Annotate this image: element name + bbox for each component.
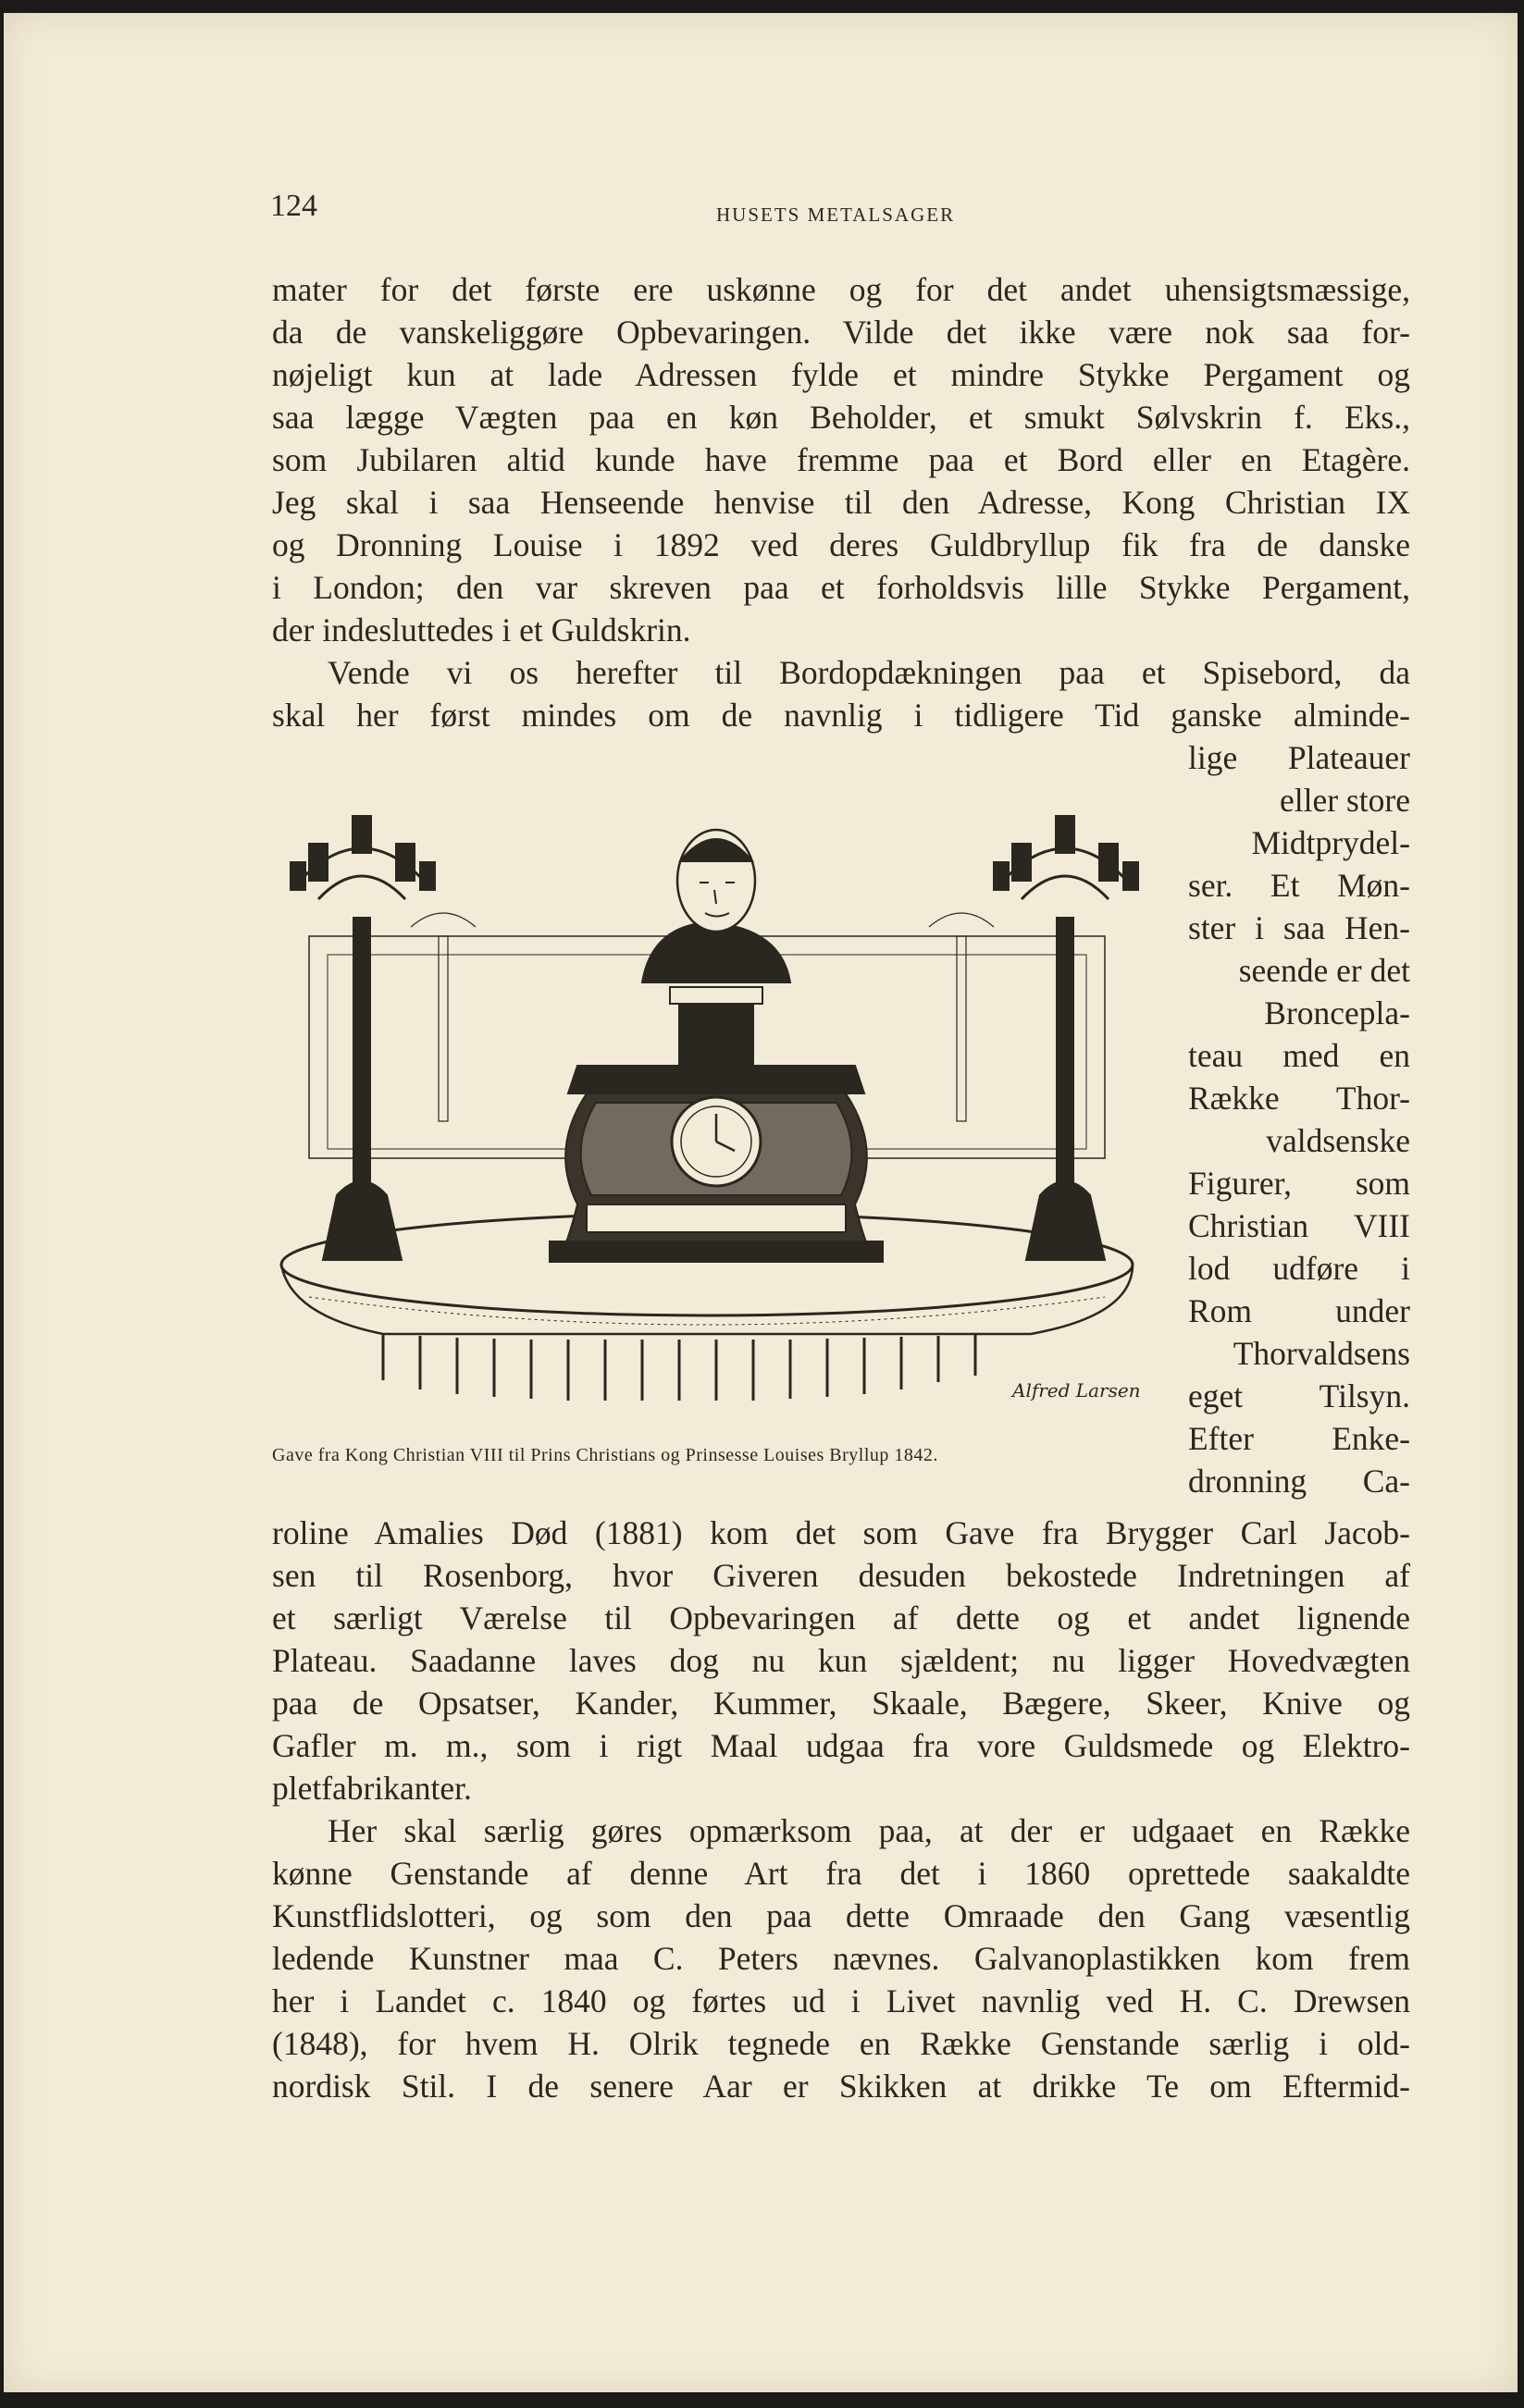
body-line: Jeg skal i saa Henseende henvise til den Adresse, Kong Christian IX xyxy=(272,484,1410,521)
side-column-line: ster i saa Hen- xyxy=(1188,909,1410,946)
artist-signature: Alfred Larsen xyxy=(1012,1379,1141,1402)
clock-with-bust-and-candelabra-illustration xyxy=(272,797,1146,1417)
body-line: mater for det første ere uskønne og for det andet uhensigtsmæssige, xyxy=(272,271,1410,308)
side-column-line: Broncepla- xyxy=(1264,994,1410,1031)
body-line: ledende Kunstner maa C. Peters nævnes. Galvanoplastikken kom frem xyxy=(272,1940,1410,1977)
body-line: der indesluttedes i et Guldskrin. xyxy=(272,611,691,648)
body-line: Kunstflidslotteri, og som den paa dette Omraade den Gang væsentlig xyxy=(272,1897,1410,1934)
body-line: som Jubilaren altid kunde have fremme paa et Bord eller en Etagère. xyxy=(272,441,1410,478)
side-column-line: Christian VIII xyxy=(1188,1207,1410,1244)
side-column-line: lige Plateauer xyxy=(1188,739,1410,776)
body-line: Vende vi os herefter til Bordopdækningen paa et Spisebord, da xyxy=(328,654,1410,691)
side-column-line: Thorvaldsens xyxy=(1233,1335,1410,1372)
body-line: (1848), for hvem H. Olrik tegnede en Række Genstande særlig i old- xyxy=(272,2025,1410,2062)
body-line: paa de Opsatser, Kander, Kummer, Skaale, Bægere, Skeer, Knive og xyxy=(272,1685,1410,1722)
side-column-line: eget Tilsyn. xyxy=(1188,1377,1410,1414)
body-line: nordisk Stil. I de senere Aar er Skikken at drikke Te om Eftermid- xyxy=(272,2068,1410,2105)
body-line: i London; den var skreven paa et forholdsvis lille Stykke Pergament, xyxy=(272,569,1410,606)
body-line: Plateau. Saadanne laves dog nu kun sjældent; nu ligger Hovedvægten xyxy=(272,1642,1410,1679)
body-line: pletfabrikanter. xyxy=(272,1770,472,1807)
body-line: saa lægge Vægten paa en køn Beholder, et smukt Sølvskrin f. Eks., xyxy=(272,399,1410,436)
side-column-line: lod udføre i xyxy=(1188,1250,1410,1287)
side-column-line: dronning Ca- xyxy=(1188,1463,1410,1500)
page-number: 124 xyxy=(270,189,317,223)
side-column-line: seende er det xyxy=(1238,952,1410,989)
side-column-line: Figurer, som xyxy=(1188,1165,1410,1202)
side-column-line: Efter Enke- xyxy=(1188,1420,1410,1457)
body-line: kønne Genstande af denne Art fra det i 1860 oprettede saakaldte xyxy=(272,1855,1410,1892)
figure-caption: Gave fra Kong Christian VIII til Prins Christians og Prinsesse Louises Bryllup 1842. xyxy=(272,1445,938,1465)
side-column-line: teau med en xyxy=(1188,1037,1410,1074)
side-column-line: ser. Et Møn- xyxy=(1188,867,1410,904)
body-line: skal her først mindes om de navnlig i tidligere Tid ganske alminde- xyxy=(272,697,1410,734)
body-line: og Dronning Louise i 1892 ved deres Guldbryllup fik fra de danske xyxy=(272,526,1410,563)
body-line: et særligt Værelse til Opbevaringen af dette og et andet lignende xyxy=(272,1599,1410,1636)
body-line: da de vanskeliggøre Opbevaringen. Vilde det ikke være nok saa for- xyxy=(272,314,1410,351)
body-line: Gafler m. m., som i rigt Maal udgaa fra vore Guldsmede og Elektro- xyxy=(272,1727,1410,1764)
running-head: HUSETS METALSAGER xyxy=(716,204,956,226)
body-line: her i Landet c. 1840 og førtes ud i Livet navnlig ved H. C. Drewsen xyxy=(272,1982,1410,2019)
side-column-line: Række Thor- xyxy=(1188,1080,1410,1117)
side-column-line: eller store xyxy=(1280,782,1410,819)
body-line: roline Amalies Død (1881) kom det som Gave fra Brygger Carl Jacob- xyxy=(272,1514,1410,1551)
body-line: sen til Rosenborg, hvor Giveren desuden bekostede Indretningen af xyxy=(272,1557,1410,1594)
body-line: nøjeligt kun at lade Adressen fylde et mindre Stykke Pergament og xyxy=(272,356,1410,393)
side-column-line: valdsenske xyxy=(1266,1122,1410,1159)
body-line: Her skal særlig gøres opmærksom paa, at der er udgaaet en Række xyxy=(328,1812,1410,1849)
side-column-line: Midtprydel- xyxy=(1251,824,1410,861)
book-page xyxy=(4,13,1518,2392)
side-column-line: Rom under xyxy=(1188,1292,1410,1329)
